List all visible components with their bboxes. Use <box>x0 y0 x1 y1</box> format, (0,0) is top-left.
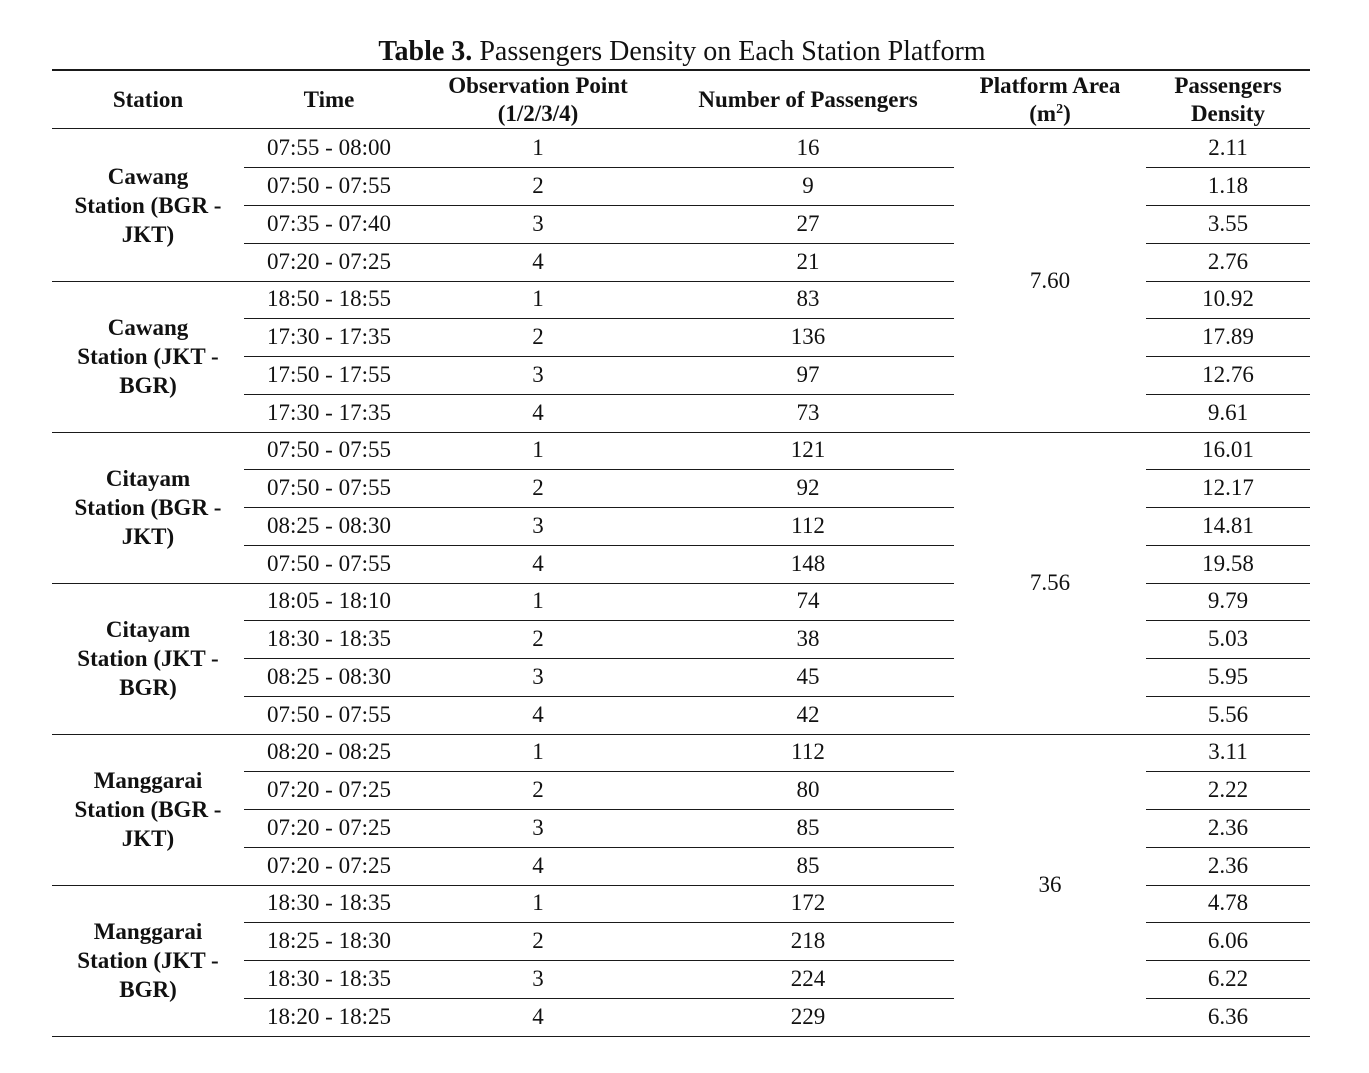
time-cell: 18:30 - 18:35 <box>267 965 391 991</box>
passengers-cell: 112 <box>791 512 825 538</box>
time-cell: 18:25 - 18:30 <box>267 928 391 954</box>
time-cell: 07:50 - 07:55 <box>267 173 391 199</box>
time-cell: 07:50 - 07:55 <box>267 701 391 727</box>
density-cell: 3.55 <box>1207 210 1249 236</box>
observation-point-cell: 4 <box>532 399 544 425</box>
observation-point-cell: 1 <box>532 286 544 312</box>
platform-area-cell: 36 <box>1038 871 1062 897</box>
observation-point-cell: 3 <box>532 210 544 236</box>
passengers-cell: 38 <box>796 626 820 652</box>
station-name: Manggarai Station (JKT - BGR) <box>77 918 219 1002</box>
time-cell: 18:50 - 18:55 <box>267 286 391 312</box>
station-name: Citayam Station (BGR - JKT) <box>74 465 222 549</box>
station-name: Citayam Station (JKT - BGR) <box>77 616 219 700</box>
density-cell: 3.11 <box>1208 739 1248 765</box>
observation-point-cell: 1 <box>532 588 544 614</box>
passengers-cell: 85 <box>796 814 820 840</box>
header-station-label: Station <box>112 86 184 112</box>
density-cell: 6.22 <box>1207 965 1249 991</box>
passengers-cell: 27 <box>796 210 820 236</box>
time-cell: 18:05 - 18:10 <box>267 588 391 614</box>
header-number-of-passengers <box>662 72 954 127</box>
observation-point-cell: 4 <box>532 1003 544 1029</box>
time-cell: 17:30 - 17:35 <box>267 324 391 350</box>
observation-point-cell: 2 <box>532 626 544 652</box>
density-cell: 19.58 <box>1202 550 1254 576</box>
density-cell: 5.95 <box>1207 663 1249 689</box>
time-cell: 07:55 - 08:00 <box>267 135 391 161</box>
station-name: Cawang Station (JKT - BGR) <box>77 314 219 398</box>
observation-point-cell: 2 <box>532 173 544 199</box>
header-area-line1: Platform Area <box>979 72 1121 98</box>
time-cell: 07:50 - 07:55 <box>267 550 391 576</box>
passengers-cell: 97 <box>796 361 820 387</box>
passengers-cell: 224 <box>790 965 826 991</box>
table-caption-text: Passengers Density on Each Station Platform <box>472 36 986 67</box>
passengers-cell: 172 <box>790 890 826 916</box>
header-density-line2: Density <box>1190 100 1266 126</box>
observation-point-cell: 3 <box>532 814 544 840</box>
header-observation-line1: Observation Point <box>448 72 628 98</box>
density-cell: 16.01 <box>1202 437 1254 463</box>
header-area-unit-prefix: (m <box>1029 100 1057 126</box>
time-cell: 18:30 - 18:35 <box>267 626 391 652</box>
header-time-label: Time <box>303 86 355 112</box>
density-cell: 12.76 <box>1202 361 1254 387</box>
passengers-cell: 21 <box>796 248 820 274</box>
time-cell: 07:20 - 07:25 <box>267 814 391 840</box>
density-cell: 10.92 <box>1202 286 1254 312</box>
passengers-cell: 83 <box>796 286 820 312</box>
observation-point-cell: 3 <box>532 663 544 689</box>
observation-point-cell: 4 <box>532 701 544 727</box>
time-cell: 07:20 - 07:25 <box>267 248 391 274</box>
density-cell: 12.17 <box>1202 475 1254 501</box>
density-cell: 2.36 <box>1207 852 1249 878</box>
density-cell: 5.03 <box>1207 626 1249 652</box>
observation-point-cell: 3 <box>532 965 544 991</box>
passengers-cell: 148 <box>790 550 826 576</box>
density-cell: 6.06 <box>1207 928 1249 954</box>
time-cell: 18:20 - 18:25 <box>267 1003 391 1029</box>
header-passengers-label: Number of Passengers <box>698 86 918 112</box>
observation-point-cell: 1 <box>532 437 544 463</box>
passengers-cell: 218 <box>790 928 826 954</box>
time-cell: 08:25 - 08:30 <box>267 663 391 689</box>
observation-point-cell: 3 <box>532 512 544 538</box>
table-caption-label: Table 3. <box>378 36 473 67</box>
density-cell: 4.78 <box>1207 890 1249 916</box>
time-cell: 07:20 - 07:25 <box>267 777 391 803</box>
density-cell: 9.79 <box>1207 588 1249 614</box>
density-cell: 14.81 <box>1202 512 1254 538</box>
time-cell: 18:30 - 18:35 <box>267 890 391 916</box>
passengers-cell: 9 <box>802 173 814 199</box>
observation-point-cell: 2 <box>532 475 544 501</box>
density-cell: 9.61 <box>1207 399 1249 425</box>
passengers-cell: 73 <box>796 399 820 425</box>
passengers-cell: 16 <box>796 135 820 161</box>
density-cell: 2.11 <box>1208 135 1248 161</box>
observation-point-cell: 4 <box>532 248 544 274</box>
observation-point-cell: 1 <box>532 890 544 916</box>
observation-point-cell: 1 <box>532 135 544 161</box>
time-cell: 07:50 - 07:55 <box>267 475 391 501</box>
time-cell: 08:25 - 08:30 <box>267 512 391 538</box>
table-caption <box>0 34 1364 70</box>
density-cell: 2.36 <box>1207 814 1249 840</box>
platform-area-cell: 7.60 <box>1029 267 1071 293</box>
passengers-cell: 45 <box>796 663 820 689</box>
table-top-rule <box>52 69 1310 71</box>
passengers-cell: 229 <box>790 1003 826 1029</box>
density-cell: 6.36 <box>1207 1003 1249 1029</box>
passengers-cell: 112 <box>791 739 825 765</box>
passengers-cell: 74 <box>796 588 820 614</box>
header-time <box>244 72 414 127</box>
observation-point-cell: 2 <box>532 928 544 954</box>
time-cell: 07:20 - 07:25 <box>267 852 391 878</box>
density-cell: 2.22 <box>1207 777 1249 803</box>
density-cell: 17.89 <box>1202 324 1254 350</box>
station-name: Cawang Station (BGR - JKT) <box>74 163 222 247</box>
table-bottom-rule <box>52 1036 1310 1037</box>
time-cell: 17:30 - 17:35 <box>267 399 391 425</box>
passengers-cell: 80 <box>796 777 820 803</box>
observation-point-cell: 1 <box>532 739 544 765</box>
header-density-line1: Passengers <box>1174 72 1282 98</box>
observation-point-cell: 2 <box>532 777 544 803</box>
passengers-cell: 92 <box>796 475 820 501</box>
observation-point-cell: 4 <box>532 550 544 576</box>
header-area-unit-suffix: ) <box>1063 100 1071 126</box>
header-area-line2 <box>1029 100 1071 128</box>
header-observation-line2: (1/2/3/4) <box>497 100 579 126</box>
header-passengers-density <box>1146 72 1310 127</box>
passengers-cell: 85 <box>796 852 820 878</box>
passengers-cell: 136 <box>790 324 826 350</box>
density-cell: 2.76 <box>1207 248 1249 274</box>
time-cell: 17:50 - 17:55 <box>267 361 391 387</box>
density-cell: 1.18 <box>1207 173 1249 199</box>
observation-point-cell: 4 <box>532 852 544 878</box>
time-cell: 07:50 - 07:55 <box>267 437 391 463</box>
observation-point-cell: 2 <box>532 324 544 350</box>
header-observation-point <box>414 72 662 127</box>
time-cell: 07:35 - 07:40 <box>267 210 391 236</box>
header-area-unit-sup: 2 <box>1056 101 1064 117</box>
density-cell: 5.56 <box>1207 701 1249 727</box>
station-name: Manggarai Station (BGR - JKT) <box>74 767 222 851</box>
header-platform-area <box>954 72 1146 127</box>
observation-point-cell: 3 <box>532 361 544 387</box>
header-station <box>52 72 244 127</box>
passengers-cell: 121 <box>790 437 826 463</box>
time-cell: 08:20 - 08:25 <box>267 739 391 765</box>
platform-area-cell: 7.56 <box>1029 569 1071 595</box>
passengers-cell: 42 <box>796 701 820 727</box>
